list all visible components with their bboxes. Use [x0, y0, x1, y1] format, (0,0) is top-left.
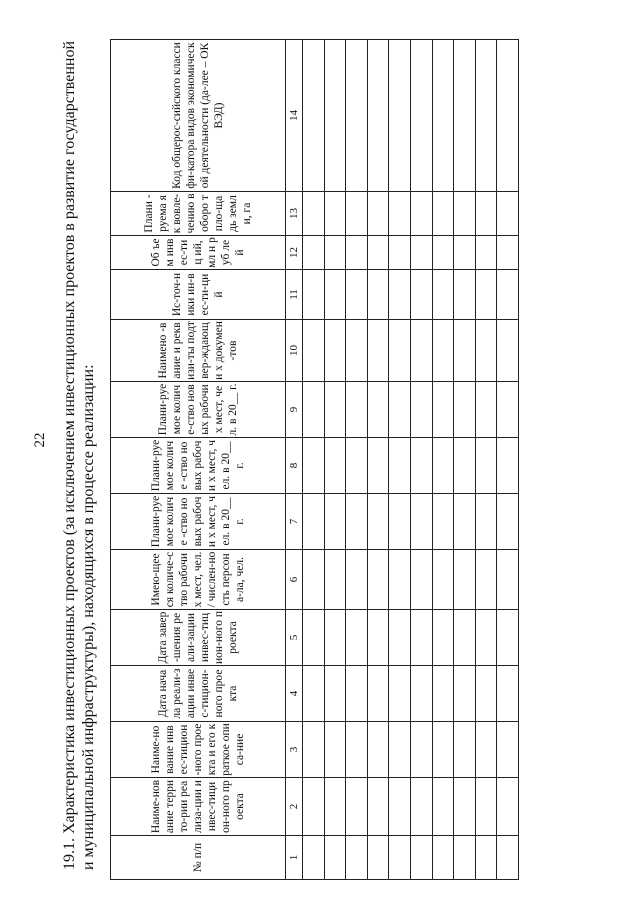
table-cell — [410, 382, 432, 438]
table-cell — [324, 236, 346, 270]
table-cell — [475, 382, 497, 438]
table-row — [324, 40, 346, 880]
table-cell — [454, 722, 476, 778]
table-cell — [389, 610, 411, 666]
table-cell — [346, 836, 368, 880]
table-cell — [432, 236, 454, 270]
table-cell — [475, 438, 497, 494]
table-cell — [303, 610, 325, 666]
table-cell — [432, 610, 454, 666]
table-cell — [346, 610, 368, 666]
table-cell — [410, 236, 432, 270]
table-cell — [367, 40, 389, 192]
table-cell — [497, 382, 519, 438]
table-cell — [367, 320, 389, 382]
table-cell — [367, 192, 389, 236]
table-cell — [346, 236, 368, 270]
column-number: 14 — [286, 40, 303, 192]
table-cell — [346, 382, 368, 438]
column-header: Об ъем инв ес-тиц ий, мл н руб лей — [111, 236, 286, 270]
column-number: 1 — [286, 836, 303, 880]
table-cell — [432, 722, 454, 778]
table-cell — [303, 438, 325, 494]
table-cell — [454, 550, 476, 610]
table-cell — [432, 270, 454, 320]
table-row — [454, 40, 476, 880]
table-cell — [346, 550, 368, 610]
table-cell — [454, 438, 476, 494]
page-number: 22 — [32, 432, 48, 448]
table-row — [410, 40, 432, 880]
header-row — [111, 40, 286, 880]
table-cell — [497, 40, 519, 192]
table-cell — [303, 320, 325, 382]
table-cell — [497, 236, 519, 270]
table-cell — [367, 722, 389, 778]
table-cell — [410, 778, 432, 836]
table-cell — [303, 722, 325, 778]
table-row — [346, 40, 368, 880]
column-header: Плани-руемое количе -ство новых рабочи х мест, чел. в 20__ г. — [111, 438, 286, 494]
table-cell — [475, 836, 497, 880]
table-row — [497, 40, 519, 880]
table-cell — [346, 438, 368, 494]
table-cell — [367, 778, 389, 836]
section-heading — [58, 40, 110, 880]
table-cell — [475, 494, 497, 550]
column-header: Код общерос-сийского классифи-катора видов экономической деятельности (да-лее – ОКВЭД) — [111, 40, 286, 192]
table-cell — [303, 236, 325, 270]
column-number: 4 — [286, 666, 303, 722]
table-cell — [303, 550, 325, 610]
table-cell — [324, 836, 346, 880]
table-cell — [432, 192, 454, 236]
table-cell — [497, 836, 519, 880]
table-cell — [497, 494, 519, 550]
table-cell — [367, 550, 389, 610]
table-cell — [432, 778, 454, 836]
table-cell — [475, 722, 497, 778]
table-cell — [367, 382, 389, 438]
table-cell — [454, 320, 476, 382]
column-header: Плани - руема я к вовле-чению в оборо т пло-щадь земли, га — [111, 192, 286, 236]
column-header: Ис-точ-ники ин-вес-ти-ций — [111, 270, 286, 320]
table-cell — [346, 192, 368, 236]
table-cell — [389, 192, 411, 236]
column-number: 5 — [286, 610, 303, 666]
table-cell — [389, 382, 411, 438]
column-header: Плани-руемое количе-ство новых рабочих мест, чел. в 20__ г. — [111, 382, 286, 438]
table-cell — [389, 236, 411, 270]
table-cell — [367, 666, 389, 722]
table-row — [303, 40, 325, 880]
table-cell — [303, 382, 325, 438]
table-cell — [454, 666, 476, 722]
table-cell — [367, 836, 389, 880]
table-cell — [497, 192, 519, 236]
table-cell — [324, 550, 346, 610]
table-row — [389, 40, 411, 880]
table-cell — [432, 836, 454, 880]
column-header: Дата завер-шения реали-зации инвес-тицион-ного проекта — [111, 610, 286, 666]
column-number-row — [286, 40, 303, 880]
table-cell — [454, 192, 476, 236]
table-cell — [497, 666, 519, 722]
table-cell — [324, 382, 346, 438]
column-number: 8 — [286, 438, 303, 494]
table-cell — [367, 438, 389, 494]
table-cell — [367, 494, 389, 550]
column-header: Имею-щееся количе-ство рабочих мест, чел. / числен-ность персона-ла, чел. — [111, 550, 286, 610]
table-row — [432, 40, 454, 880]
table-cell — [303, 836, 325, 880]
table-cell — [475, 550, 497, 610]
table-cell — [475, 320, 497, 382]
table-cell — [475, 40, 497, 192]
table-cell — [475, 778, 497, 836]
table-cell — [346, 666, 368, 722]
table-cell — [497, 438, 519, 494]
table-cell — [410, 836, 432, 880]
table-cell — [410, 320, 432, 382]
table-cell — [454, 610, 476, 666]
table-cell — [303, 494, 325, 550]
table-cell — [475, 666, 497, 722]
table-cell — [497, 550, 519, 610]
table-cell — [324, 722, 346, 778]
table-cell — [346, 722, 368, 778]
table-cell — [410, 610, 432, 666]
column-header: Плани-руемое количе -ство новых рабочи х мест, чел. в 20__ г. — [111, 494, 286, 550]
table-cell — [454, 836, 476, 880]
column-number: 11 — [286, 270, 303, 320]
table-cell — [324, 270, 346, 320]
heading-line-2: и муниципальной инфраструктуры), находящихся в процессе реализации: — [80, 364, 97, 870]
table-cell — [497, 320, 519, 382]
table-cell — [324, 610, 346, 666]
column-number: 12 — [286, 236, 303, 270]
table-cell — [497, 270, 519, 320]
column-number: 9 — [286, 382, 303, 438]
table-cell — [410, 40, 432, 192]
table-cell — [346, 778, 368, 836]
table-cell — [432, 666, 454, 722]
column-number: 2 — [286, 778, 303, 836]
table-cell — [389, 666, 411, 722]
column-number: 6 — [286, 550, 303, 610]
column-header: № п/п — [111, 836, 286, 880]
table-cell — [410, 494, 432, 550]
table-cell — [454, 494, 476, 550]
table-cell — [389, 438, 411, 494]
column-number: 7 — [286, 494, 303, 550]
table-cell — [410, 438, 432, 494]
table-cell — [346, 270, 368, 320]
table-cell — [303, 270, 325, 320]
table-cell — [475, 610, 497, 666]
table-cell — [303, 666, 325, 722]
table-cell — [475, 270, 497, 320]
table-cell — [475, 192, 497, 236]
table-cell — [389, 40, 411, 192]
table-cell — [454, 236, 476, 270]
heading-line-1: 19.1. Характеристика инвестиционных проектов (за исключением инвестиционных проектов в развитие государственной — [61, 40, 78, 870]
table-cell — [303, 192, 325, 236]
table-cell — [432, 438, 454, 494]
table-cell — [346, 40, 368, 192]
table-cell — [389, 778, 411, 836]
table-cell — [324, 494, 346, 550]
table-cell — [410, 550, 432, 610]
table-cell — [346, 320, 368, 382]
table-cell — [324, 320, 346, 382]
column-header: Наимено -вание и реквизи-ты подтвер-ждающи х докумен -тов — [111, 320, 286, 382]
table-cell — [454, 382, 476, 438]
column-number: 13 — [286, 192, 303, 236]
table-row — [367, 40, 389, 880]
table-cell — [389, 836, 411, 880]
table-cell — [346, 494, 368, 550]
table-cell — [410, 192, 432, 236]
table-cell — [475, 236, 497, 270]
table-cell — [432, 40, 454, 192]
table-cell — [324, 438, 346, 494]
table-cell — [324, 666, 346, 722]
column-header: Наиме-нование террито-рии реализа-ции инвес-тицион-ного проекта — [111, 778, 286, 836]
table-cell — [497, 722, 519, 778]
table-cell — [367, 236, 389, 270]
table-cell — [389, 270, 411, 320]
table-cell — [367, 610, 389, 666]
column-number: 10 — [286, 320, 303, 382]
table-cell — [454, 778, 476, 836]
table-cell — [432, 320, 454, 382]
table-cell — [497, 778, 519, 836]
table-cell — [389, 550, 411, 610]
table-cell — [410, 722, 432, 778]
table-cell — [432, 550, 454, 610]
table-cell — [410, 666, 432, 722]
column-number: 3 — [286, 722, 303, 778]
table-row — [475, 40, 497, 880]
table-cell — [303, 40, 325, 192]
table-cell — [389, 494, 411, 550]
table-cell — [454, 40, 476, 192]
table-cell — [324, 192, 346, 236]
table-cell — [497, 610, 519, 666]
table-cell — [410, 270, 432, 320]
table-cell — [367, 270, 389, 320]
table-cell — [324, 40, 346, 192]
table-cell — [303, 778, 325, 836]
column-header: Дата начала реали-зации инвес-тицион-ного проекта — [111, 666, 286, 722]
table-cell — [432, 382, 454, 438]
table-cell — [454, 270, 476, 320]
table-cell — [389, 320, 411, 382]
table-cell — [324, 778, 346, 836]
table-cell — [432, 494, 454, 550]
investment-projects-table — [110, 39, 519, 880]
column-header: Наиме-нование инвес-тицион-ного проекта и его краткое описа-ние — [111, 722, 286, 778]
rotated-page-content — [58, 40, 598, 880]
table-cell — [389, 722, 411, 778]
